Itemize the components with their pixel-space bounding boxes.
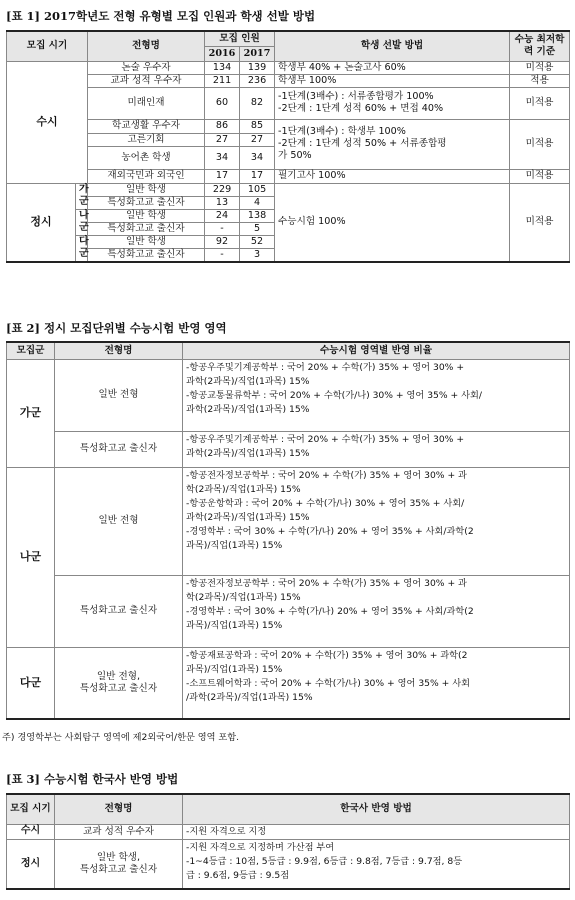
header-ratio: 수능시험 영역별 반영 비율 [183, 342, 570, 359]
quota-2016: - [205, 248, 240, 262]
min-cell: 적용 [510, 74, 570, 87]
track-cell: 특성화고교 출신자 [55, 431, 183, 467]
quota-2017: 34 [240, 146, 275, 169]
header-method: 한국사 반영 방법 [183, 794, 570, 824]
header-track: 전형명 [88, 31, 205, 61]
track-cell: 미래인재 [88, 87, 205, 119]
min-cell: 미적용 [510, 183, 570, 262]
table-row [7, 467, 570, 575]
track-cell: 논술 우수자 [88, 61, 205, 74]
table-row [7, 824, 570, 839]
header-method: 학생 선발 방법 [275, 31, 510, 61]
quota-2017: 138 [240, 209, 275, 222]
quota-2017: 139 [240, 61, 275, 74]
ratio-line: 과학(2과목)/직업(1과목) 15% [186, 511, 310, 523]
method-cell [183, 839, 570, 889]
quota-2016: 211 [205, 74, 240, 87]
group-label: 가군 [76, 183, 88, 209]
track-cell: 재외국민과 외국인 [88, 169, 205, 183]
table2-caption: [표 2] 정시 모집단위별 수능시험 반영 영역 [6, 321, 227, 335]
method-cell [275, 87, 510, 119]
ratio-cell [183, 467, 570, 575]
table2-footnote: 주) 경영학부는 사회탐구 영역에 제2외국어/한문 영역 포함. [2, 732, 240, 743]
table-row [7, 647, 570, 719]
quota-2016: 134 [205, 61, 240, 74]
ratio-line: 과학(2과목)/직업(1과목) 15% [186, 447, 310, 459]
table2 [6, 341, 570, 720]
ratio-line: 과학(2과목)/직업(1과목) 15% [186, 375, 310, 387]
quota-2017: 52 [240, 235, 275, 248]
group-label: 다군 [7, 647, 55, 719]
quota-2017: 4 [240, 196, 275, 209]
ratio-line: -항공우주및기계공학부 : 국어 20% + 수학(가) 35% + 영어 30% + [186, 361, 465, 373]
quota-2017: 105 [240, 183, 275, 196]
min-cell: 미적용 [510, 61, 570, 74]
min-cell: 미적용 [510, 169, 570, 183]
track-line: 특성화고교 출신자 [79, 863, 158, 875]
ratio-line: 학(2과목)/직업(1과목) 15% [186, 591, 301, 603]
method-cell: 학생부 40% + 논술고사 60% [275, 61, 510, 74]
group-label: 가군 [7, 359, 55, 467]
method-line: -1단계(3배수) : 서류종합평가 100% [278, 91, 434, 103]
header-track: 전형명 [55, 342, 183, 359]
header-period: 모집 시기 [7, 794, 55, 824]
table-row [7, 169, 570, 183]
susi-label: 수시 [7, 61, 88, 183]
ratio-line: -항공전자정보공학부 : 국어 20% + 수학(가) 35% + 영어 30% + 과 [186, 577, 467, 589]
track-line: 일반 전형, [96, 670, 141, 682]
period-cell: 정시 [7, 839, 55, 889]
header-period: 모집 시기 [7, 31, 88, 61]
table-row [7, 359, 570, 431]
method-line: -2단계 : 1단계 성적 50% + 서류종합평 [278, 138, 447, 149]
track-cell: 일반 학생 [88, 235, 205, 248]
quota-2016: 34 [205, 146, 240, 169]
track-cell: 특성화고교 출신자 [88, 222, 205, 235]
quota-2016: 27 [205, 133, 240, 146]
ratio-line: -경영학부 : 국어 30% + 수학(가/나) 20% + 영어 35% + 사회/과학(2 [186, 525, 474, 537]
track-cell: 일반 전형 [55, 359, 183, 431]
quota-2016: 86 [205, 119, 240, 133]
track-cell: 특성화고교 출신자 [55, 575, 183, 647]
header-min-standard: 수능 최저학력 기준 [510, 31, 570, 61]
quota-2017: 85 [240, 119, 275, 133]
track-cell: 교과 성적 우수자 [55, 824, 183, 839]
quota-2016: 13 [205, 196, 240, 209]
header-2017: 2017 [240, 46, 275, 61]
ratio-line: -항공교통물류학부 : 국어 20% + 수학(가/나) 30% + 영어 35% + 사회/ [186, 389, 483, 401]
jeongsi-label: 정시 [7, 183, 76, 262]
method-line: -지원 자격으로 지정하며 가산점 부여 [186, 841, 335, 853]
ratio-cell [183, 431, 570, 467]
track-cell: 고른기회 [88, 133, 205, 146]
method-line: 가 50% [278, 149, 312, 161]
method-line: -1~4등급 : 10점, 5등급 : 9.9점, 6등급 : 9.8점, 7등급 : 9.7점, 8등 [186, 855, 463, 867]
header-track: 전형명 [55, 794, 183, 824]
header-2016: 2016 [205, 46, 240, 61]
track-cell: 일반 학생 [88, 209, 205, 222]
table3-caption: [표 3] 수능시험 한국사 반영 방법 [6, 772, 179, 786]
quota-2017: 5 [240, 222, 275, 235]
ratio-line: -항공운항학과 : 국어 20% + 수학(가/나) 30% + 영어 35% + 사회/ [186, 497, 465, 509]
table-row [7, 839, 570, 889]
ratio-line: 학(2과목)/직업(1과목) 15% [186, 483, 301, 495]
table1 [6, 30, 570, 263]
quota-2017: 236 [240, 74, 275, 87]
method-cell: 필기고사 100% [275, 169, 510, 183]
ratio-line: 과목)/직업(1과목) 15% [186, 663, 283, 675]
track-cell [55, 647, 183, 719]
quota-2016: - [205, 222, 240, 235]
group-label: 나군 [7, 467, 55, 647]
ratio-line: -항공전자정보공학부 : 국어 20% + 수학(가) 35% + 영어 30% + 과 [186, 469, 467, 481]
ratio-line: /과학(2과목)/직업(1과목) 15% [186, 691, 313, 703]
track-line: 특성화고교 출신자 [79, 682, 158, 694]
method-cell: 학생부 100% [275, 74, 510, 87]
table-row [7, 119, 570, 133]
quota-2016: 92 [205, 235, 240, 248]
quota-2017: 27 [240, 133, 275, 146]
ratio-line: -경영학부 : 국어 30% + 수학(가/나) 20% + 영어 35% + 사회/과학(2 [186, 605, 474, 617]
quota-2016: 17 [205, 169, 240, 183]
min-cell: 미적용 [510, 119, 570, 169]
ratio-line: -소프트웨어학과 : 국어 20% + 수학(가/나) 30% + 영어 35% + 사회 [186, 677, 471, 689]
ratio-line: 과목)/직업(1과목) 15% [186, 539, 283, 551]
track-cell: 일반 학생 [88, 183, 205, 196]
quota-2017: 3 [240, 248, 275, 262]
table3 [6, 793, 570, 890]
method-cell: -지원 자격으로 지정 [183, 824, 570, 839]
quota-2017: 82 [240, 87, 275, 119]
method-line: -2단계 : 1단계 성적 60% + 면접 40% [278, 103, 444, 114]
track-cell: 일반 전형 [55, 467, 183, 575]
track-cell [55, 839, 183, 889]
ratio-line: 과학(2과목)/직업(1과목) 15% [186, 403, 310, 415]
table-row [7, 61, 570, 74]
group-label: 나군 [76, 209, 88, 235]
header-quota: 모집 인원 [205, 31, 275, 46]
table-row [7, 575, 570, 647]
method-line: -1단계(3배수) : 학생부 100% [278, 126, 406, 138]
table1-caption: [표 1] 2017학년도 전형 유형별 모집 인원과 학생 선발 방법 [6, 9, 316, 23]
track-cell: 특성화고교 출신자 [88, 248, 205, 262]
min-cell: 미적용 [510, 87, 570, 119]
quota-2016: 24 [205, 209, 240, 222]
ratio-line: 과목)/직업(1과목) 15% [186, 619, 283, 631]
track-cell: 학교생활 우수자 [88, 119, 205, 133]
table-row [7, 431, 570, 467]
table-row [7, 87, 570, 119]
quota-2016: 60 [205, 87, 240, 119]
ratio-line: -항공우주및기계공학부 : 국어 20% + 수학(가) 35% + 영어 30% + [186, 433, 465, 445]
method-line: 급 : 9.6점, 9등급 : 9.5점 [186, 869, 290, 881]
ratio-cell [183, 647, 570, 719]
table-row [7, 183, 570, 196]
quota-2016: 229 [205, 183, 240, 196]
track-cell: 특성화고교 출신자 [88, 196, 205, 209]
header-group: 모집군 [7, 342, 55, 359]
ratio-cell [183, 575, 570, 647]
group-label: 다군 [76, 235, 88, 262]
period-cell: 수시 [7, 824, 55, 839]
ratio-cell [183, 359, 570, 431]
table-row [7, 74, 570, 87]
method-cell: 수능시험 100% [275, 183, 510, 262]
track-cell: 교과 성적 우수자 [88, 74, 205, 87]
quota-2017: 17 [240, 169, 275, 183]
ratio-line: -항공재료공학과 : 국어 20% + 수학(가) 35% + 영어 30% + 과학(2 [186, 649, 468, 661]
track-cell: 농어촌 학생 [88, 146, 205, 169]
method-cell [275, 119, 510, 169]
track-line: 일반 학생, [96, 851, 141, 863]
